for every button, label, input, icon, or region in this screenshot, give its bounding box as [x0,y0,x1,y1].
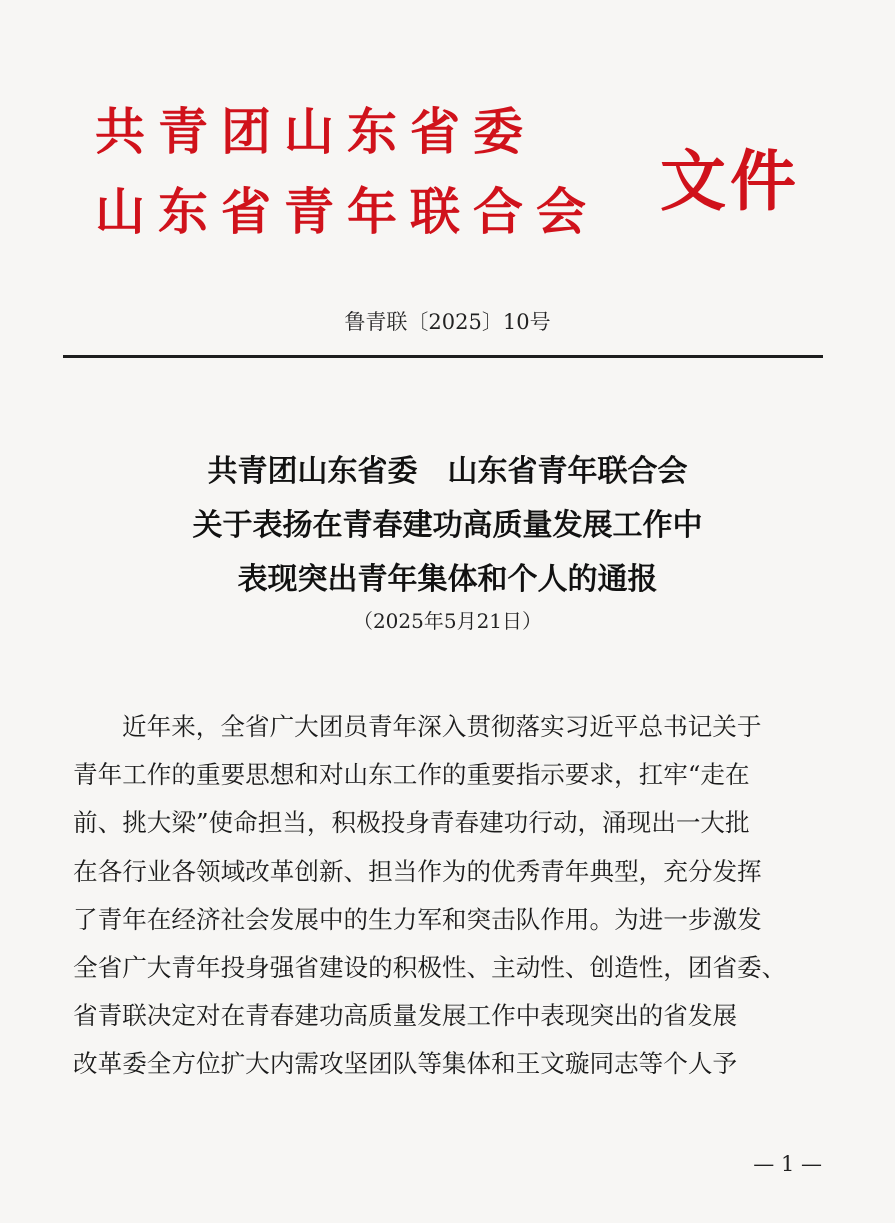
body-paragraph [73,703,825,1089]
body-line: 了青年在经济社会发展中的生力军和突击队作用。为进一步激发 [73,904,762,934]
document-title [0,445,895,607]
body-line: 近年来，全省广大团员青年深入贯彻落实习近平总书记关于 [122,712,762,741]
header-divider [63,355,823,358]
org-name-youth-league: 共青团山东省委 [95,103,536,161]
body-line: 前、挑大梁”使命担当，积极投身青春建功行动，涌现出一大批 [73,808,750,838]
body-line: 省青联决定对在青春建功高质量发展工作中表现突出的省发展 [73,1001,738,1031]
body-line: 在各行业各领域改革创新、担当作为的优秀青年典型，充分发挥 [73,856,762,886]
title-line: 关于表扬在青春建功高质量发展工作中 [192,508,703,543]
body-line: 青年工作的重要思想和对山东工作的重要指示要求，扛牢“走在 [73,760,750,790]
title-line: 表现突出青年集体和个人的通报 [237,562,658,597]
document-type-label: 文件 [660,143,800,220]
document-date: （2025年5月21日） [352,609,543,633]
body-line: 全省广大青年投身强省建设的积极性、主动性、创造性，团省委、 [73,953,787,983]
org-name-youth-federation: 山东省青年联合会 [95,183,599,241]
issuing-organizations [95,92,599,252]
body-line: 改革委全方位扩大内需攻坚团队等集体和王文璇同志等个人予 [73,1049,738,1079]
page-number: — 1 — [753,1152,822,1176]
document-number: 鲁青联〔2025〕10号 [344,310,551,334]
title-line: 共青团山东省委 山东省青年联合会 [207,454,688,489]
